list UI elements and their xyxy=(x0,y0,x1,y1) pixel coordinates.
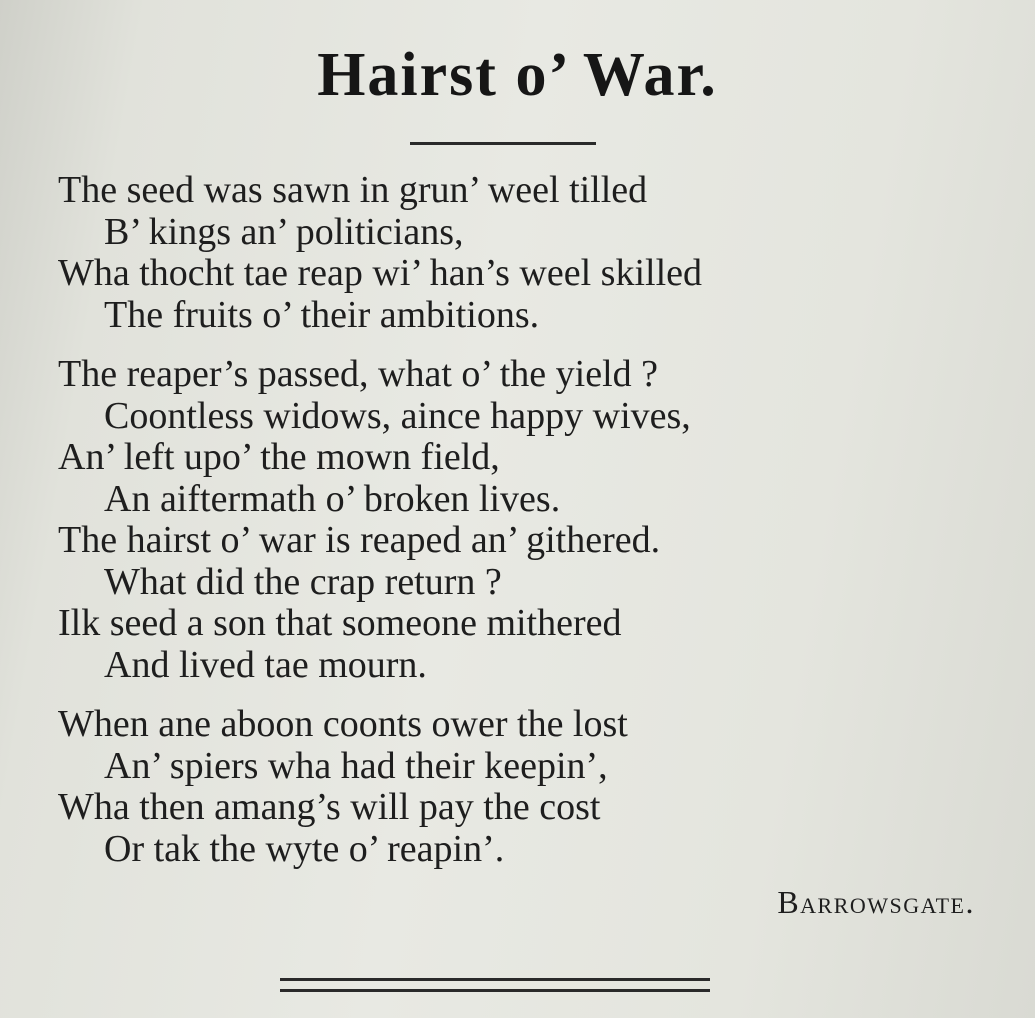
poem-line: And lived tae mourn. xyxy=(104,643,427,686)
poem-line: An’ left upo’ the mown field, xyxy=(58,436,500,478)
poem-line: B’ kings an’ politicians, xyxy=(104,210,464,253)
poem-line: Coontless widows, aince happy wives, xyxy=(104,394,691,437)
end-double-rule xyxy=(280,978,710,992)
poem-line: The reaper’s passed, what o’ the yield ? xyxy=(58,353,659,395)
stanza-2 xyxy=(58,354,958,686)
poem-line: Or tak the wyte o’ reapin’. xyxy=(104,827,505,870)
poem-line: Ilk seed a son that someone mithered xyxy=(58,602,622,644)
stanza-3 xyxy=(58,704,958,870)
poem-line: The seed was sawn in grun’ weel tilled xyxy=(58,169,648,211)
poem-line: Wha then amang’s will pay the cost xyxy=(58,786,601,828)
poem-title: Hairst o’ War. xyxy=(317,41,718,109)
stanza-1 xyxy=(58,170,958,336)
poem-line: What did the crap return ? xyxy=(104,560,502,603)
poem-line: When ane aboon coonts ower the lost xyxy=(58,703,628,745)
poem-line: Wha thocht tae reap wi’ han’s weel skilled xyxy=(58,252,702,294)
poem-line: The fruits o’ their ambitions. xyxy=(104,293,540,336)
poem-line: An aiftermath o’ broken lives. xyxy=(104,477,561,520)
poem-line: The hairst o’ war is reaped an’ githered. xyxy=(58,519,661,561)
poem-line: An’ spiers wha had their keepin’, xyxy=(104,744,608,787)
poem-body xyxy=(58,170,958,874)
author-signature: Barrowsgate. xyxy=(777,884,975,920)
title-divider xyxy=(410,142,596,145)
